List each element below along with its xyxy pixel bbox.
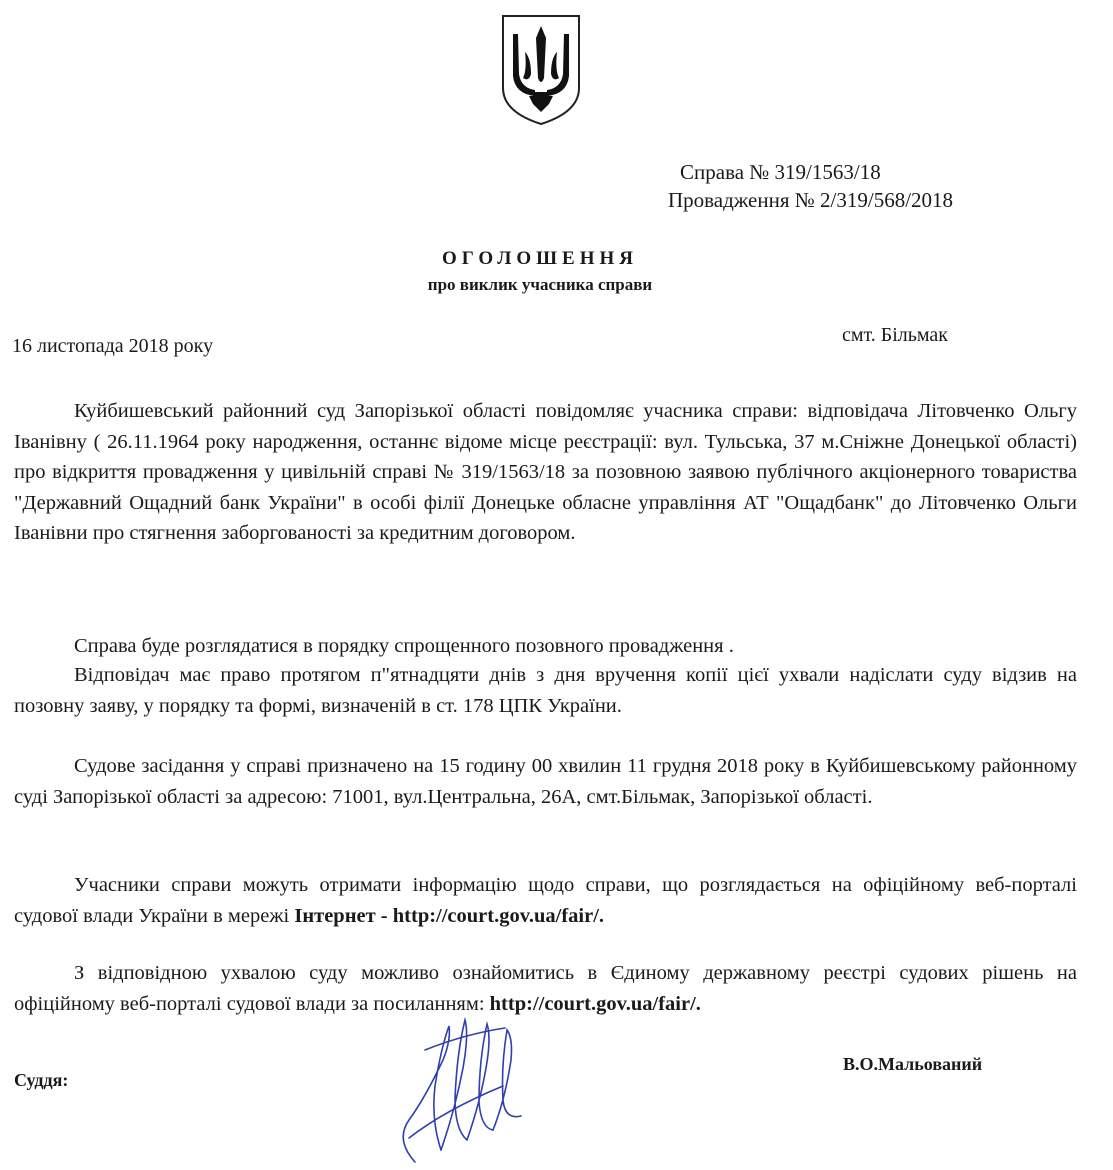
notice-date: 16 листопада 2018 року bbox=[12, 335, 214, 357]
notice-subtitle: про виклик учасника справи bbox=[427, 275, 653, 294]
info-portal-text: Учасники справи можуть отримати інформацію щодо справи, що розглядається на офіційному веб-порталі судової влади України в мережі bbox=[14, 874, 1077, 927]
register-link[interactable]: http://court.gov.ua/fair/. bbox=[489, 992, 701, 1015]
judge-label: Суддя: bbox=[14, 1070, 69, 1090]
notice-place: смт. Більмак bbox=[842, 324, 949, 346]
proceeding-number: Провадження № 2/319/568/2018 bbox=[668, 188, 954, 212]
judge-name: В.О.Мальований bbox=[843, 1054, 983, 1074]
paragraph-defendant-notice: Куйбишевський районний суд Запорізької області повідомляє учасника справи: відповідача Літовченко Ольгу Іванівну ( 26.11.1964 року народження, останнє відоме місце реєстрації: вул. Тульська, 37 м.Сніжне Донецької області) про відкриття провадження у цивільній справі № 319/1563/18 за позовною заявою публічного акціонерного товариства "Державний Ощадний банк України" в особі філії Донецьке обласне управління АТ "Ощадбанк" до Літовченко Ольги Іванівни про стягнення заборгованості за кредитним договором. bbox=[14, 400, 1077, 544]
paragraph-hearing-date: Судове засідання у справі призначено на 15 годину 00 хвилин 11 грудня 2018 року в Куйбишевському районному суді Запорізької області за адресою: 71001, вул.Центральна, 26А, смт.Більмак, Запорізької області. bbox=[14, 755, 1077, 808]
register-text: З відповідною ухвалою суду можливо ознайомитись в Єдиному державному реєстрі судових рішень на офіційному веб-порталі судової влади за посиланням: bbox=[14, 962, 1077, 1015]
paragraph-procedure: Справа буде розглядатися в порядку спрощенного позовного провадження . bbox=[74, 635, 734, 657]
case-number: Справа № 319/1563/18 bbox=[680, 160, 881, 184]
paragraph-info-portal bbox=[14, 870, 1077, 931]
paragraph-register bbox=[14, 958, 1077, 1019]
notice-title: ОГОЛОШЕННЯ bbox=[442, 248, 638, 269]
paragraph-response-right: Відповідач має право протягом п"ятнадцяти днів з дня вручення копії цієї ухвали надіслати суду відзив на позовну заяву, у порядку та формі, визначеній в ст. 178 ЦПК України. bbox=[14, 664, 1077, 717]
ukraine-trident-coat-of-arms-icon bbox=[499, 12, 583, 128]
info-portal-link[interactable]: Інтернет - http://court.gov.ua/fair/. bbox=[294, 904, 605, 927]
handwritten-signature-icon bbox=[385, 990, 535, 1165]
